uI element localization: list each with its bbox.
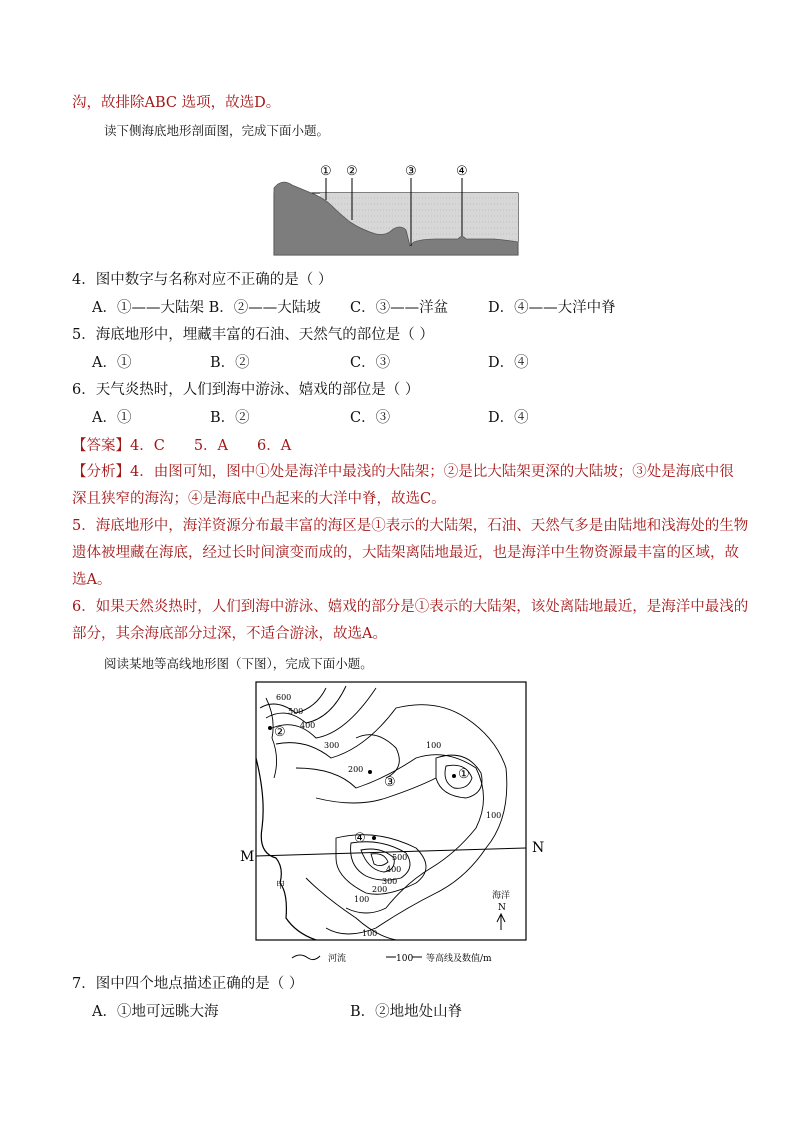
answer-line: 【答案】4．C 5．A 6．A [72, 438, 292, 454]
q7-option-b[interactable]: B．②地地处山脊 [350, 1004, 463, 1020]
q5-option-a[interactable]: A．① [92, 355, 132, 371]
legend-contour-text: 等高线及数值/m [426, 954, 492, 964]
contour-label: 100 [362, 929, 378, 938]
label-jia: 甲 [276, 881, 286, 891]
point-2-label: ② [274, 725, 286, 740]
river-legend-icon [292, 955, 320, 960]
analysis-line-7: 部分，其余海底部分过深，不适合游泳，故选A。 [72, 626, 387, 642]
intro-line: 沟，故排除ABC 选项，故选D。 [72, 95, 281, 111]
north-label: N [498, 903, 506, 913]
q5-option-b[interactable]: B．② [210, 355, 250, 371]
q6-option-b[interactable]: B．② [210, 410, 250, 426]
contour-label: 300 [324, 741, 340, 750]
passage-1: 读下侧海底地形剖面图，完成下面小题。 [104, 123, 330, 138]
contour-map-figure [236, 678, 546, 970]
q5-option-c[interactable]: C．③ [350, 355, 391, 371]
contour-label: 100 [486, 811, 502, 820]
point-1-dot [452, 774, 456, 778]
contour-label: 300 [382, 877, 398, 886]
q4-option-c[interactable]: C．③——洋盆 [350, 300, 449, 316]
q6-option-d[interactable]: D．④ [488, 410, 529, 426]
legend-contour-value: 100 [396, 954, 414, 964]
passage-2: 阅读某地等高线地形图（下图），完成下面小题。 [104, 656, 373, 671]
q5-option-d[interactable]: D．④ [488, 355, 529, 371]
marker-2-label: ② [346, 164, 358, 179]
contour-label: 400 [386, 865, 402, 874]
label-n: N [532, 840, 545, 856]
contour-label: 100 [426, 741, 442, 750]
q4-option-ab[interactable]: A．①——大陆架 B．②——大陆坡 [92, 300, 321, 316]
analysis-line-5: 选A。 [72, 572, 112, 588]
point-4-dot [372, 836, 376, 840]
q6-option-c[interactable]: C．③ [350, 410, 391, 426]
point-3-dot [368, 770, 372, 774]
label-ocean: 海洋 [492, 891, 511, 901]
marker-4-label: ④ [456, 164, 468, 179]
contour-label: 600 [276, 693, 292, 702]
q5-stem: 5．海底地形中，埋藏丰富的石油、天然气的部位是（ ） [72, 327, 434, 343]
contour-label: 400 [300, 721, 316, 730]
point-4-label: ④ [354, 831, 366, 846]
marker-3-label: ③ [405, 164, 417, 179]
marker-1-label: ① [320, 164, 332, 179]
legend-river-text: 河流 [328, 954, 347, 964]
point-3-label: ③ [384, 775, 396, 790]
label-m: M [240, 849, 255, 865]
analysis-line-6: 6．如果天然炎热时，人们到海中游泳、嬉戏的部分是①表示的大陆架，该处离陆地最近，是海洋中最浅的 [72, 599, 749, 615]
q6-stem: 6．天气炎热时，人们到海中游泳、嬉戏的部位是（ ） [72, 382, 420, 398]
contour-label: 200 [372, 885, 388, 894]
analysis-line-1: 【分析】4．由图可知，图中①处是海洋中最浅的大陆架；②是比大陆架更深的大陆坡；③处是海底中很 [72, 464, 734, 480]
contour-label: 500 [288, 707, 304, 716]
q7-option-a[interactable]: A．①地可远眺大海 [92, 1004, 219, 1020]
contour-label: 200 [348, 765, 364, 774]
analysis-line-2: 深且狭窄的海沟；④是海底中凸起来的大洋中脊，故选C。 [72, 491, 446, 507]
q4-stem: 4．图中数字与名称对应不正确的是（ ） [72, 272, 333, 288]
point-1-label: ① [458, 767, 470, 782]
contour-label: 500 [392, 853, 408, 862]
contour-label: 100 [354, 895, 370, 904]
q7-stem: 7．图中四个地点描述正确的是（ ） [72, 976, 304, 992]
point-2-dot [268, 726, 272, 730]
analysis-line-4: 遗体被埋藏在海底，经过长时间演变而成的，大陆架离陆地最近，也是海洋中生物资源最丰富的区域，故 [72, 545, 739, 561]
q4-option-d[interactable]: D．④——大洋中脊 [488, 300, 616, 316]
q6-option-a[interactable]: A．① [92, 410, 132, 426]
seafloor-profile-figure [270, 160, 522, 258]
analysis-line-3: 5．海底地形中，海洋资源分布最丰富的海区是①表示的大陆架，石油、天然气多是由陆地和浅海处的生物 [72, 518, 749, 534]
